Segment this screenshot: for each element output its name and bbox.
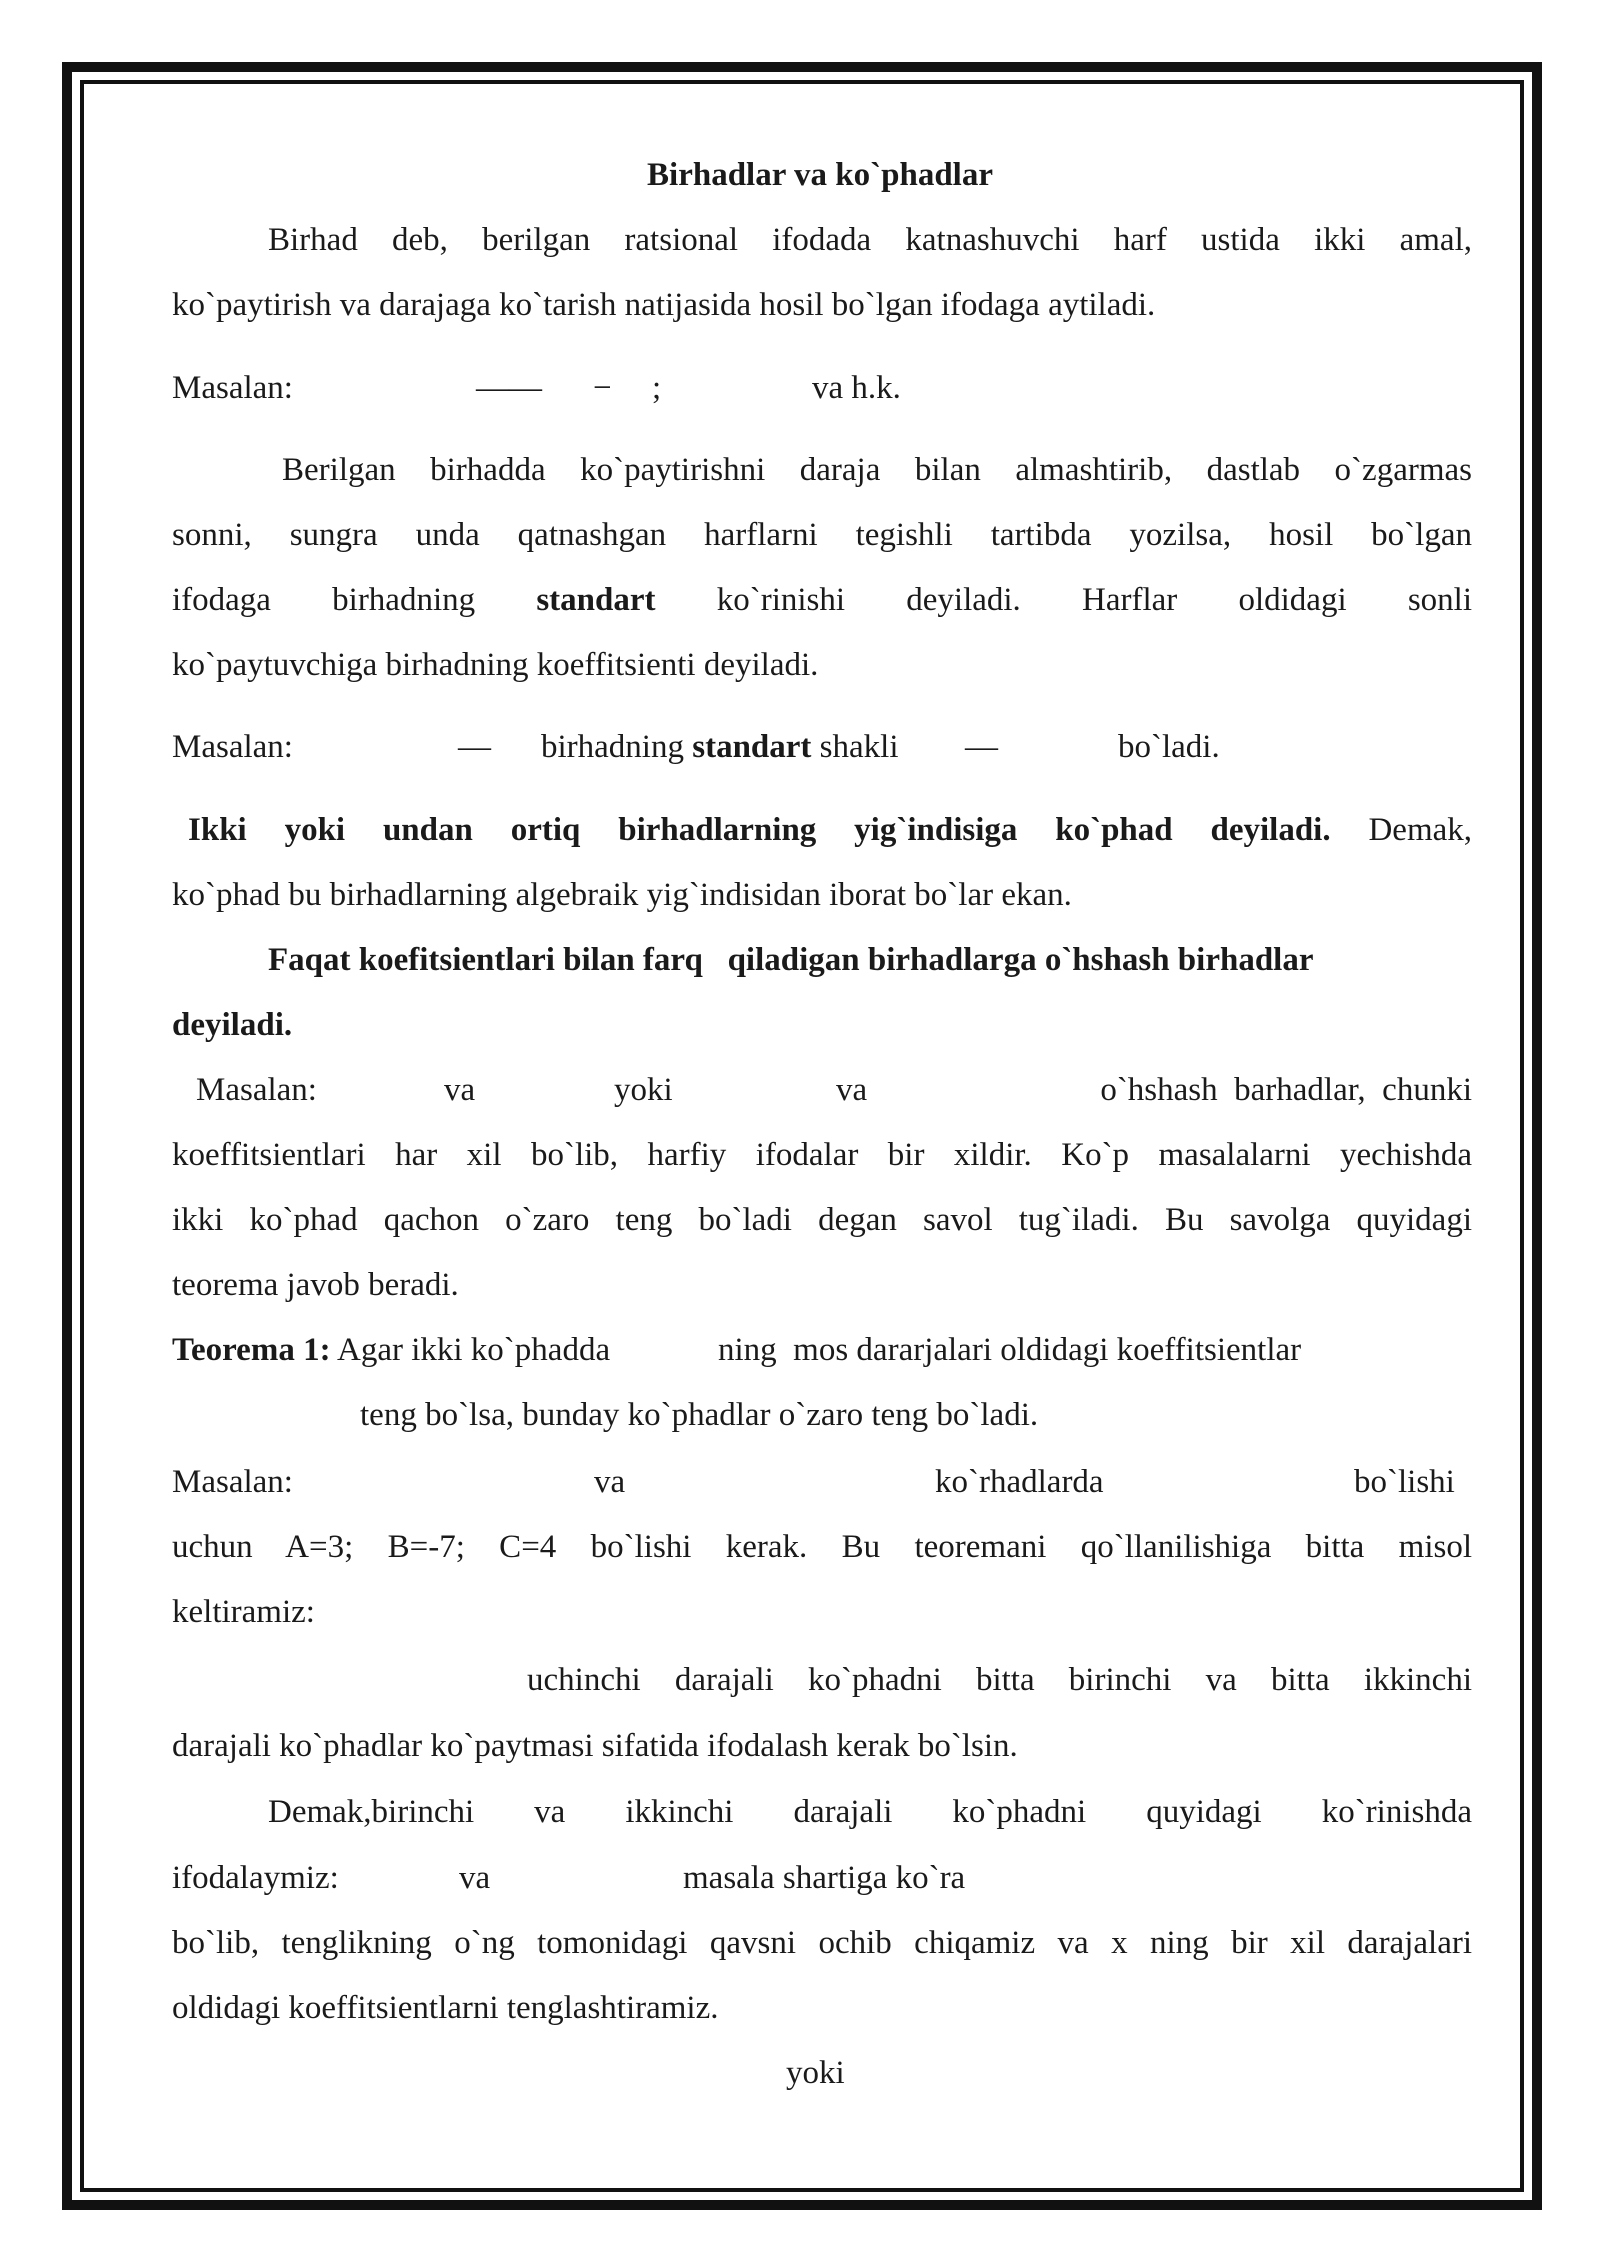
para3-line1 xyxy=(188,810,1472,850)
para5-line1: uchinchi darajali ko`phadni bitta birinchi va bitta ikkinchi xyxy=(527,1662,1472,1698)
example4-line2: uchun A=3; B=-7; C=4 bo`lishi kerak. Bu teoremani qo`llanilishiga bitta misol xyxy=(172,1529,1472,1565)
para2-line3 xyxy=(172,580,1472,620)
theorem-line1-b: ning mos dararjalari oldidagi koeffitsientlar xyxy=(718,1332,1302,1368)
para6-line2-c: masala shartiga ko`ra xyxy=(683,1860,966,1896)
para3-tail: Demak, xyxy=(1368,812,1473,848)
example1-tail: va h.k. xyxy=(812,370,901,406)
example3-va1: va xyxy=(444,1072,476,1108)
para1-line1: Birhad deb, berilgan ratsional ifodada katnashuvchi harf ustida ikki amal, xyxy=(268,222,1472,258)
para2-line3-a: ifodaga birhadning xyxy=(172,582,476,618)
para3-line2: ko`phad bu birhadlarning algebraik yig`indisidan iborat bo`lar ekan. xyxy=(172,877,1072,913)
example4-word: ko`rhadlarda xyxy=(935,1464,1104,1500)
example2-dash2: — xyxy=(965,729,998,765)
example4-tail: bo`lishi xyxy=(1354,1464,1455,1500)
theorem-line2: teng bo`lsa, bunday ko`phadlar o`zaro teng bo`ladi. xyxy=(360,1397,1039,1433)
example4-va: va xyxy=(594,1464,626,1500)
para6-line2-va: va xyxy=(459,1860,491,1896)
page-title: Birhadlar va ko`phadlar xyxy=(647,157,993,193)
para6-line2-a: ifodalaymiz: xyxy=(172,1860,339,1896)
polynomial-definition: Ikki yoki undan ortiq birhadlarning yig`indisiga ko`phad deyiladi. xyxy=(188,812,1331,848)
theorem-text-a: Agar ikki ko`phadda xyxy=(337,1332,611,1368)
example3-line2: koeffitsientlari har xil bo`lib, harfiy ifodalar bir xildir. Ko`p masalalarni yechishda xyxy=(172,1137,1472,1173)
example3-line4: teorema javob beradi. xyxy=(172,1267,459,1303)
example2-text2: shakli xyxy=(819,729,899,765)
para1-line2: ko`paytirish va darajaga ko`tarish natijasida hosil bo`lgan ifodaga aytiladi. xyxy=(172,287,1156,323)
example3-line3: ikki ko`phad qachon o`zaro teng bo`ladi degan savol tug`iladi. Bu savolga quyidagi xyxy=(172,1202,1472,1238)
example3-word3: chunki xyxy=(1382,1072,1472,1108)
para2-line4: ko`paytuvchiga birhadning koeffitsienti deyiladi. xyxy=(172,647,819,683)
example1-semicolon: ; xyxy=(652,370,662,406)
example1-minus: − xyxy=(593,370,612,406)
para5-line2: darajali ko`phadlar ko`paytmasi sifatida ifodalash kerak bo`lsin. xyxy=(172,1728,1018,1764)
para4-line2: deyiladi. xyxy=(172,1007,293,1043)
para6-line4: oldidagi koeffitsientlarni tenglashtiramiz. xyxy=(172,1990,719,2026)
example2-tail: bo`ladi. xyxy=(1118,729,1220,765)
example3-tail xyxy=(1100,1070,1472,1110)
standart-term: standart xyxy=(536,582,656,618)
example1-label: Masalan: xyxy=(172,370,293,406)
para6-line3: bo`lib, tenglikning o`ng tomonidagi qavsni ochib chiqamiz va x ning bir xil darajalari xyxy=(172,1925,1472,1961)
example3-word1: o`hshash xyxy=(1100,1072,1218,1108)
example2-dash1: — xyxy=(458,729,491,765)
para2-line3-b: ko`rinishi deyiladi. Harflar oldidagi sonli xyxy=(716,582,1473,618)
example2-text xyxy=(541,727,899,767)
example2-text1: birhadning xyxy=(541,729,684,765)
example3-label: Masalan: xyxy=(196,1072,317,1108)
example3-yoki: yoki xyxy=(614,1072,673,1108)
example2-label: Masalan: xyxy=(172,729,293,765)
para4-line1: Faqat koefitsientlari bilan farq qiladigan birhadlarga o`hshash birhadlar xyxy=(268,942,1314,978)
example4-label: Masalan: xyxy=(172,1464,293,1500)
example3-word2: barhadlar, xyxy=(1234,1072,1366,1108)
theorem-line1 xyxy=(172,1330,610,1370)
example3-va2: va xyxy=(836,1072,868,1108)
example1-fraction-bar: —— xyxy=(476,370,542,406)
para6-line1: Demak,birinchi va ikkinchi darajali ko`phadni quyidagi ko`rinishda xyxy=(268,1794,1472,1830)
example2-bold: standart xyxy=(692,729,812,765)
theorem-label: Teorema 1: xyxy=(172,1332,331,1368)
para6-yoki: yoki xyxy=(786,2055,845,2091)
example4-line3: keltiramiz: xyxy=(172,1594,315,1630)
para2-line2: sonni, sungra unda qatnashgan harflarni tegishli tartibda yozilsa, hosil bo`lgan xyxy=(172,517,1472,553)
para2-line1: Berilgan birhadda ko`paytirishni daraja bilan almashtirib, dastlab o`zgarmas xyxy=(282,452,1472,488)
